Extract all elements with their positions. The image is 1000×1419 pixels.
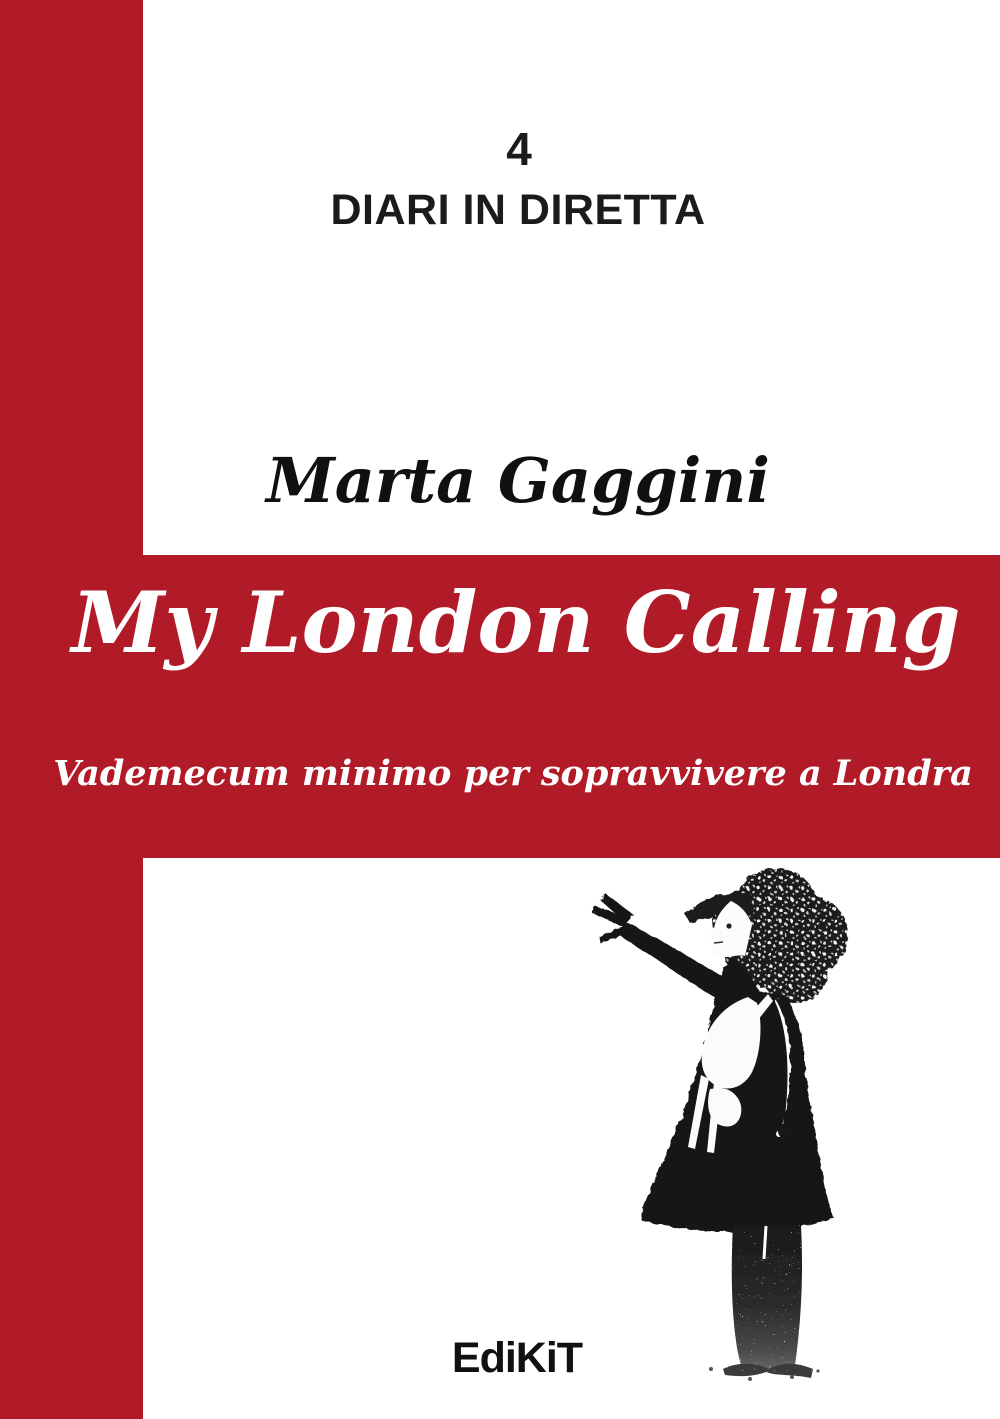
girl-eye xyxy=(726,923,731,928)
series-name: DIARI IN DIRETTA xyxy=(330,186,706,234)
author-name: Marta Gaggini xyxy=(266,444,770,517)
book-subtitle: Vademecum minimo per sopravvivere a Londra xyxy=(53,753,973,794)
title-band xyxy=(0,555,1000,858)
publisher-logo: EdiKiT xyxy=(451,1334,583,1382)
book-title: My London Calling xyxy=(71,573,961,672)
series-number: 4 xyxy=(506,123,532,175)
girl-mouth xyxy=(714,942,723,943)
girl-legs xyxy=(732,1225,802,1372)
girl-with-doll-illustration xyxy=(580,863,880,1393)
